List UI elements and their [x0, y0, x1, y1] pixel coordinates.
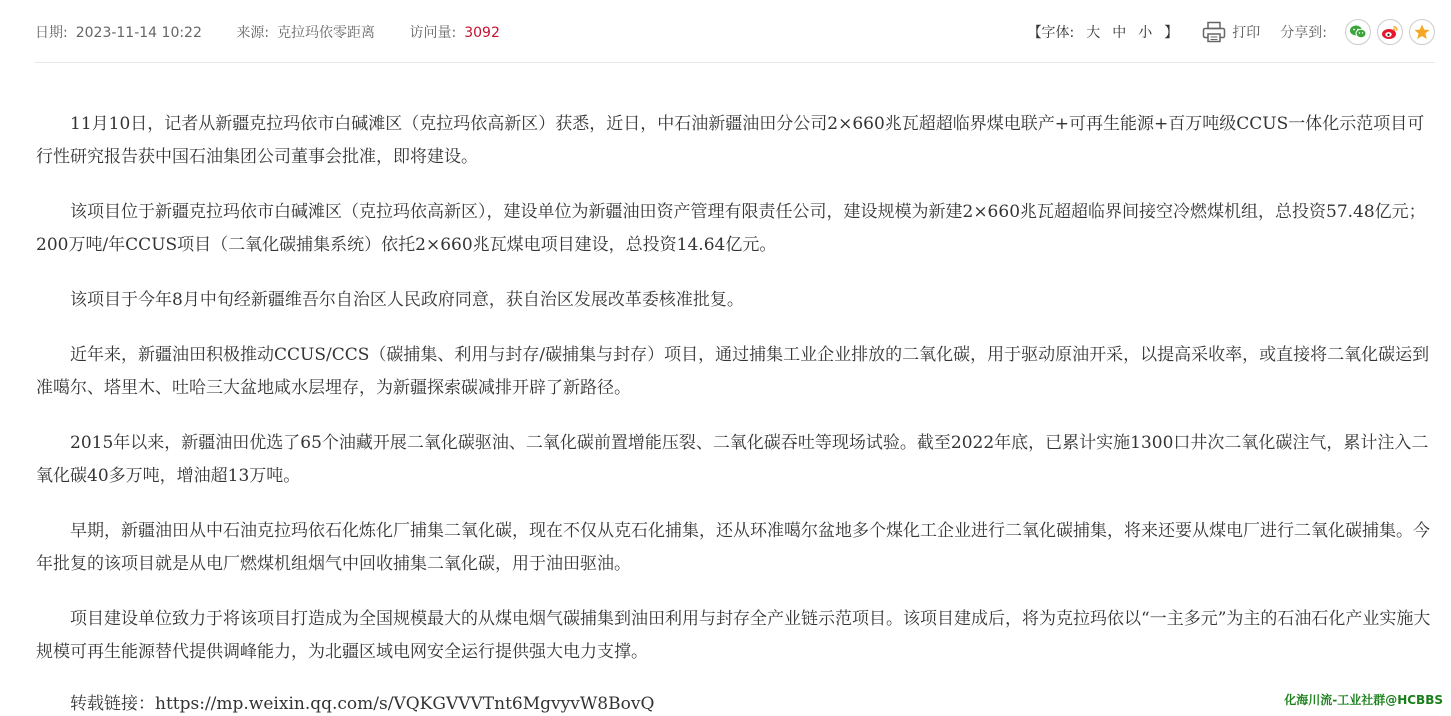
article-paragraph: 近年来，新疆油田积极推动CCUS/CCS（碳捕集、利用与封存/碳捕集与封存）项目，通过捕集工业企业排放的二氧化碳，用于驱动原油开采，以提高采收率，或直接将二氧化碳运到准噶尔、塔里木、吐哈三大盆地咸水层埋存，为新疆探索碳减排开辟了新路径。	[36, 345, 1430, 398]
article-paragraph: 项目建设单位致力于将该项目打造成为全国规模最大的从煤电烟气碳捕集到油田利用与封存全产业链示范项目。该项目建成后，将为克拉玛依以“一主多元”为主的石油石化产业实施大规模可再生能源替代提供调峰能力，为北疆区域电网安全运行提供强大电力支撑。	[36, 609, 1431, 662]
date-label: 日期:	[35, 25, 68, 41]
share-weibo-button[interactable]	[1377, 19, 1403, 45]
printer-icon	[1202, 21, 1226, 43]
source-label: 来源:	[236, 25, 270, 41]
font-size-selector	[1028, 22, 1179, 42]
date-group	[35, 25, 206, 41]
print-button[interactable]	[1202, 21, 1260, 43]
visits-count: 3092	[464, 25, 500, 41]
source-link[interactable]: 转载链接：https://mp.weixin.qq.com/s/VQKGVVVTnt6MgvyvW8BovQ	[70, 694, 655, 714]
visits-label: 访问量:	[409, 25, 457, 41]
font-size-bracket-close: 】	[1164, 25, 1179, 41]
watermark: 化海川流-工业社群@HCBBS	[1284, 693, 1443, 707]
source-group	[236, 25, 379, 41]
article-paragraph: 11月10日，记者从新疆克拉玛依市白碱滩区（克拉玛依高新区）获悉，近日，中石油新疆油田分公司2×660兆瓦超超临界煤电联产+可再生能源+百万吨级CCUS一体化示范项目可行性研究报告获中国石油集团公司董事会批准，即将建设。	[36, 114, 1425, 167]
print-label: 打印	[1232, 25, 1261, 41]
date-value: 2023-11-14 10:22	[75, 25, 202, 41]
font-size-small-button[interactable]: 小	[1138, 25, 1153, 41]
share-wechat-button[interactable]	[1345, 19, 1371, 45]
source-value: 克拉玛依零距离	[277, 25, 376, 41]
share-qzone-button[interactable]	[1409, 19, 1435, 45]
article-meta	[35, 22, 530, 42]
article-paragraph: 2015年以来，新疆油田优选了65个油藏开展二氧化碳驱油、二氧化碳前置增能压裂、二氧化碳吞吐等现场试验。截至2022年底，已累计实施1300口井次二氧化碳注气，累计注入二氧化碳40多万吨，增油超13万吨。	[36, 433, 1429, 486]
weibo-icon	[1381, 24, 1399, 40]
font-size-label: 【字体:	[1027, 25, 1075, 41]
visits-group	[410, 25, 500, 41]
article-paragraph: 该项目位于新疆克拉玛依市白碱滩区（克拉玛依高新区），建设单位为新疆油田资产管理有限责任公司，建设规模为新建2×660兆瓦超超临界间接空冷燃煤机组，总投资57.48亿元；200万吨/年CCUS项目（二氧化碳捕集系统）依托2×660兆瓦煤电项目建设，总投资14.64亿元。	[36, 202, 1426, 255]
wechat-icon	[1349, 24, 1367, 40]
article-paragraph: 该项目于今年8月中旬经新疆维吾尔自治区人民政府同意，获自治区发展改革委核准批复。	[70, 290, 744, 310]
font-size-large-button[interactable]: 大	[1086, 25, 1101, 41]
font-size-medium-button[interactable]: 中	[1112, 25, 1127, 41]
article-meta-bar	[35, 0, 1435, 63]
article-toolbar	[1028, 15, 1435, 49]
article-paragraph: 早期，新疆油田从中石油克拉玛依石化炼化厂捕集二氧化碳，现在不仅从克石化捕集，还从环准噶尔盆地多个煤化工企业进行二氧化碳捕集，将来还要从煤电厂进行二氧化碳捕集。今年批复的该项目就是从电厂燃煤机组烟气中回收捕集二氧化碳，用于油田驱油。	[36, 521, 1430, 574]
qzone-icon	[1413, 23, 1431, 41]
article-body	[36, 108, 1436, 669]
share-label: 分享到:	[1280, 25, 1327, 41]
